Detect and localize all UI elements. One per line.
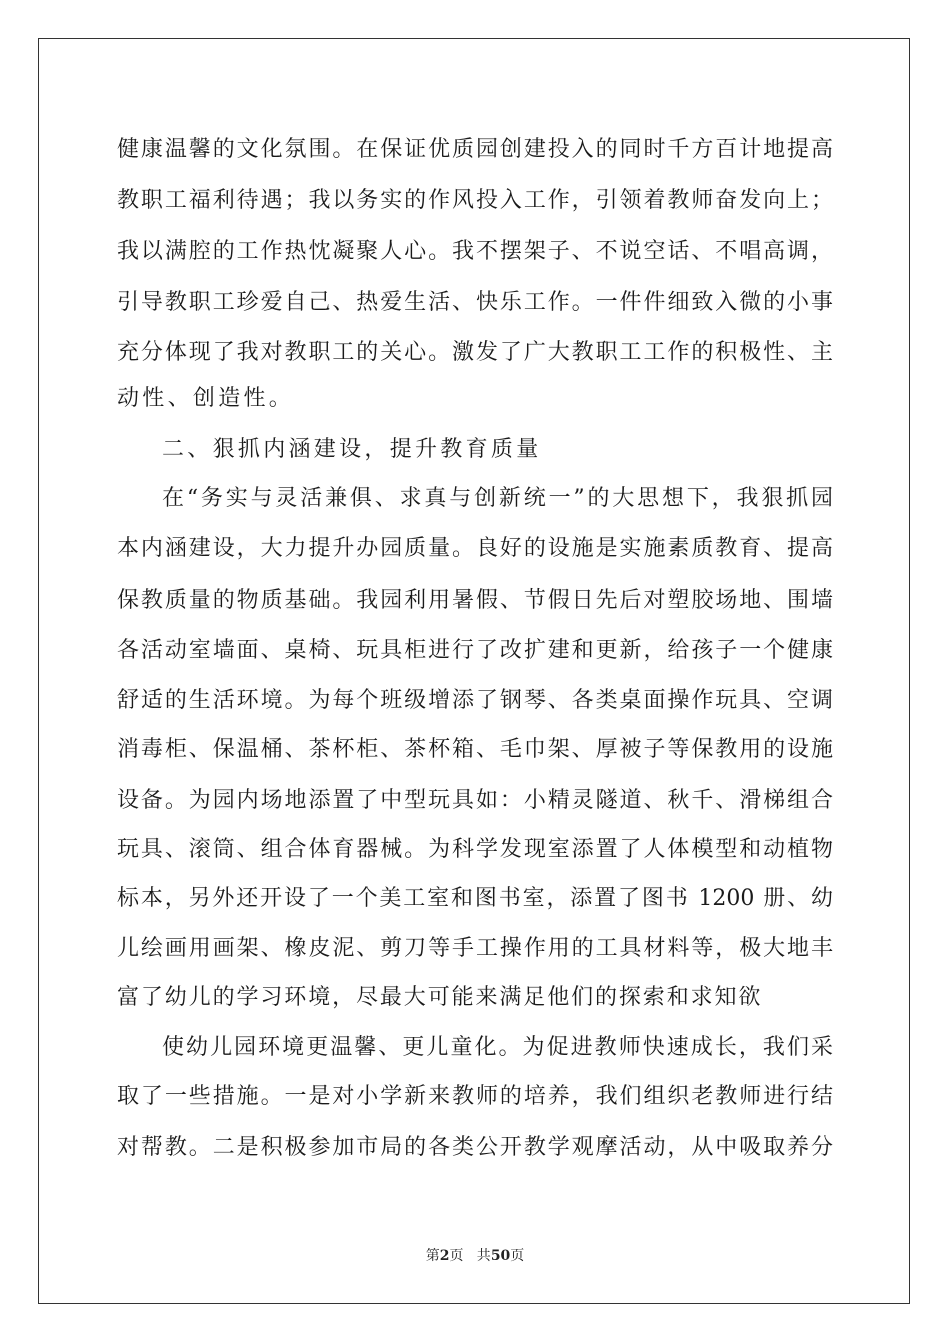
text-line: 舒适的生活环境。为每个班级增添了钢琴、各类桌面操作玩具、空调 [117, 688, 833, 713]
text-line: 富了幼儿的学习环境，尽最大可能来满足他们的探索和求知欲 [117, 985, 763, 1010]
page-border [38, 38, 910, 1304]
text-line: 充分体现了我对教职工的关心。激发了广大教职工工作的积极性、主 [117, 340, 833, 365]
text-line: 教职工福利待遇；我以务实的作风投入工作，引领着教师奋发向上； [117, 188, 833, 213]
text-line: 标本，另外还开设了一个美工室和图书室，添置了图书 1200 册、幼 [117, 886, 833, 911]
total-pages-number: 50 [490, 1248, 511, 1264]
text-line: 对帮教。二是积极参加市局的各类公开教学观摩活动，从中吸取养分 [117, 1135, 833, 1160]
paragraph-first-line: 在“务实与灵活兼俱、求真与创新统一”的大思想下，我狠抓园 [162, 486, 833, 511]
text-line: 设备。为园内场地添置了中型玩具如：小精灵隧道、秋千、滑梯组合 [117, 788, 833, 813]
footer-middle: 页 共 [449, 1248, 491, 1264]
text-line: 本内涵建设，大力提升办园质量。良好的设施是实施素质教育、提高 [117, 536, 833, 561]
section-heading: 二、狠抓内涵建设，提升教育质量 [162, 437, 542, 462]
current-page-number: 2 [439, 1248, 450, 1264]
text-line: 玩具、滚筒、组合体育器械。为科学发现室添置了人体模型和动植物 [117, 837, 833, 862]
text-line: 引导教职工珍爱自己、热爱生活、快乐工作。一件件细致入微的小事 [117, 290, 833, 315]
footer-suffix: 页 [510, 1248, 525, 1264]
paragraph-first-line: 使幼儿园环境更温馨、更儿童化。为促进教师快速成长，我们采 [162, 1035, 833, 1060]
text-line: 我以满腔的工作热忱凝聚人心。我不摆架子、不说空话、不唱高调， [117, 239, 833, 264]
text-line: 各活动室墙面、桌椅、玩具柜进行了改扩建和更新，给孩子一个健康 [117, 638, 833, 663]
text-line: 儿绘画用画架、橡皮泥、剪刀等手工操作用的工具材料等，极大地丰 [117, 936, 833, 961]
text-line: 保教质量的物质基础。我园利用暑假、节假日先后对塑胶场地、围墙 [117, 588, 833, 613]
footer-prefix: 第 [425, 1248, 440, 1264]
text-line: 动性、创造性。 [117, 386, 295, 411]
text-line: 取了一些措施。一是对小学新来教师的培养，我们组织老教师进行结 [117, 1084, 833, 1109]
page-footer [0, 1246, 950, 1266]
text-line: 消毒柜、保温桶、茶杯柜、茶杯箱、毛巾架、厚被子等保教用的设施 [117, 737, 833, 762]
text-line: 健康温馨的文化氛围。在保证优质园创建投入的同时千方百计地提高 [117, 137, 833, 162]
